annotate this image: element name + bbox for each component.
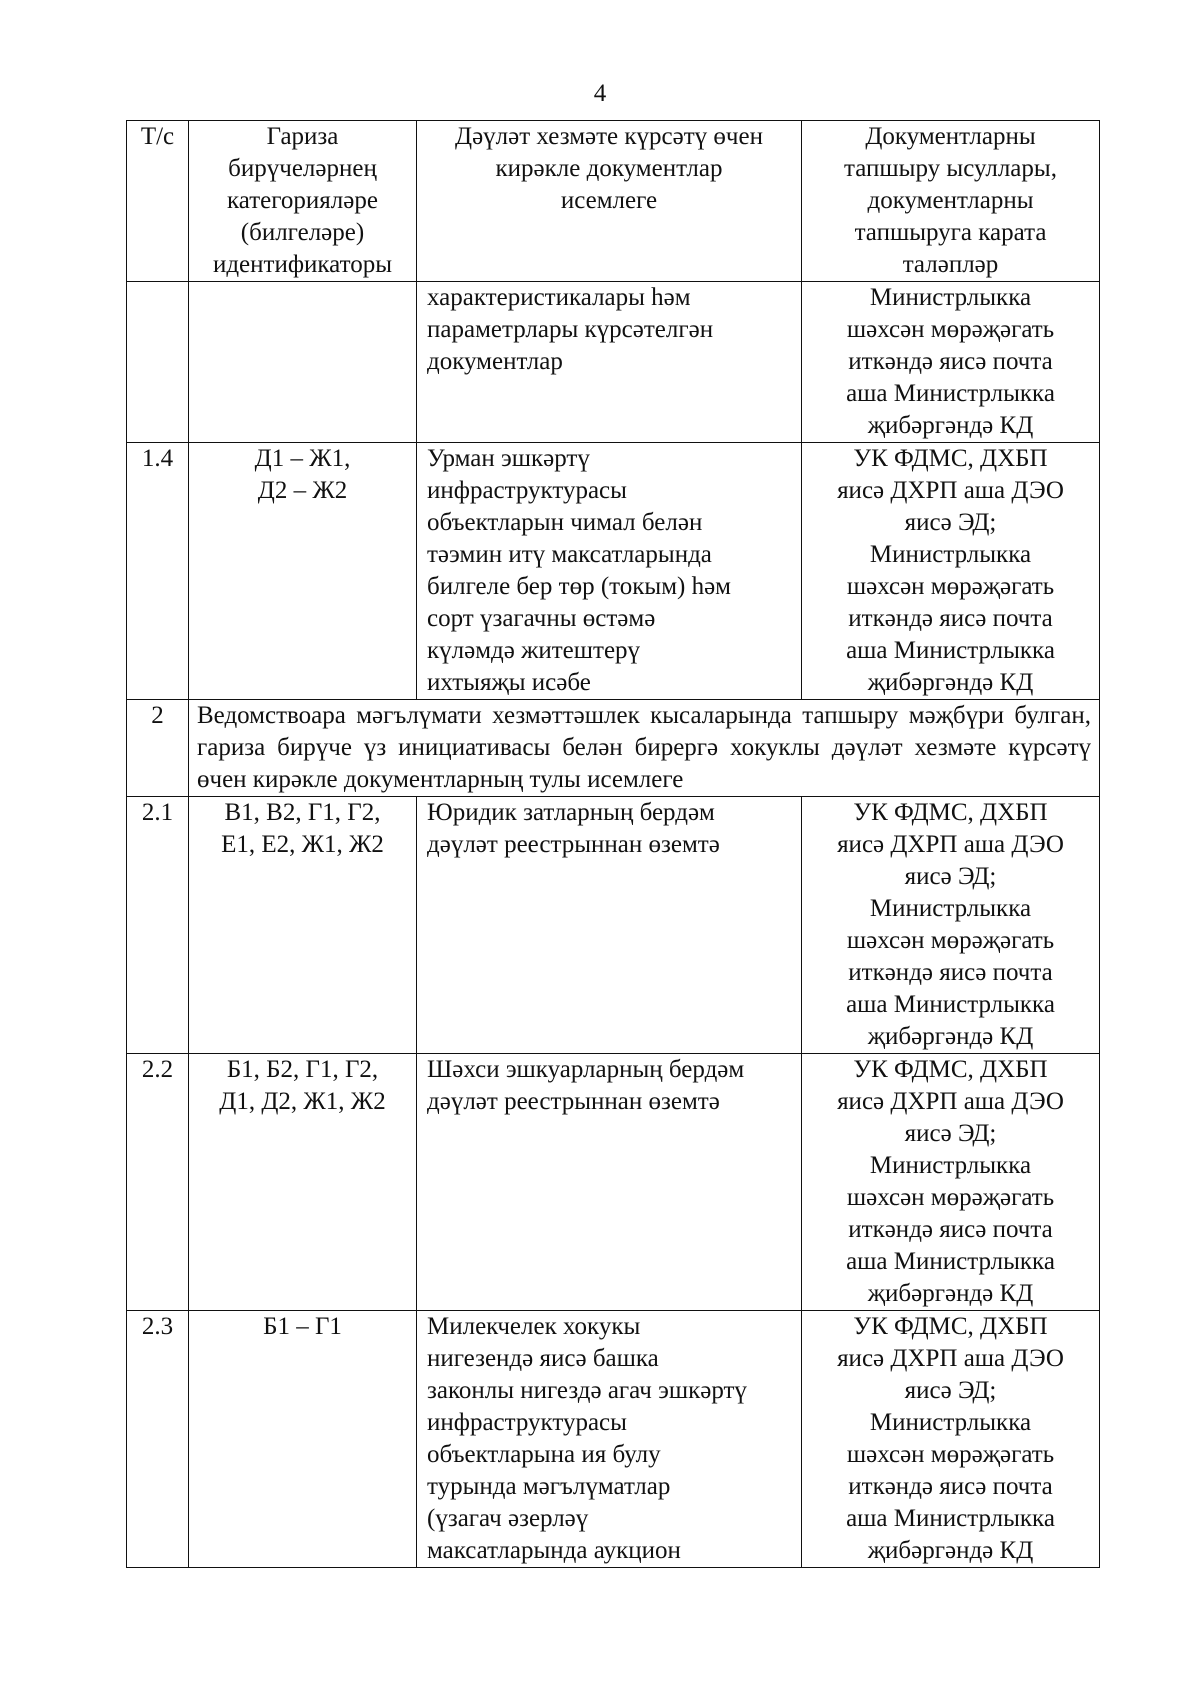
required-documents-line: объектларына ия булу — [427, 1441, 661, 1468]
row-number-text: 2.2 — [141, 1056, 174, 1083]
applicant-categories-line: Б1, Б2, Г1, Г2, — [226, 1056, 379, 1083]
submission-methods-line: иткәндә яисә почта — [848, 959, 1053, 986]
submission-methods-line: УК ФДМС, ДХБП — [853, 445, 1048, 472]
table-row — [127, 1054, 1100, 1311]
section-title: Ведомствоара мәгълүмати хезмәттәшлек кысаларында тапшыру мәҗбүри булган, гариза бирүче үз инициативасы белән бирергә хокуклы дәүләт хезмәте күрсәтү өчен кирәкле документларның тулы исемлеге — [189, 700, 1100, 797]
header-categories-line: (билгеләре) — [240, 219, 365, 246]
submission-methods-line: иткәндә яисә почта — [848, 348, 1053, 375]
submission-methods-line: аша Министрлыкка — [846, 1248, 1055, 1275]
header-categories-line: категорияләре — [227, 187, 378, 214]
row-number-text: 1.4 — [141, 445, 174, 472]
header-methods — [802, 121, 1100, 282]
submission-methods-line: яисә ДХРП аша ДЭО — [837, 1088, 1064, 1115]
header-categories-line: бирүчеләрнең — [228, 155, 377, 182]
row-number — [127, 1054, 189, 1311]
table-header-row — [127, 121, 1100, 282]
submission-methods-line: УК ФДМС, ДХБП — [853, 1056, 1048, 1083]
applicant-categories-line: В1, В2, Г1, Г2, — [224, 799, 381, 826]
header-methods-line: тапшыру ысуллары, — [844, 155, 1057, 182]
required-documents-line: характеристикалары һәм — [427, 284, 691, 311]
submission-methods-line: яисә ЭД; — [904, 863, 997, 890]
row-number — [127, 443, 189, 700]
submission-methods-line: шәхсән мөрәҗәгать — [846, 1184, 1055, 1211]
submission-methods-line: Министрлыкка — [869, 1409, 1032, 1436]
applicant-categories — [189, 1311, 417, 1568]
submission-methods-line: аша Министрлыкка — [846, 1505, 1055, 1532]
header-number — [127, 121, 189, 282]
required-documents-line: Урман эшкәртү — [427, 445, 590, 472]
submission-methods-line: яисә ДХРП аша ДЭО — [837, 831, 1064, 858]
section-row — [127, 700, 1100, 797]
table-row — [127, 282, 1100, 443]
submission-methods — [802, 1311, 1100, 1568]
required-documents-line: нигезендә яисә башка — [427, 1345, 659, 1372]
submission-methods-line: яисә ДХРП аша ДЭО — [837, 1345, 1064, 1372]
header-categories-line: идентификаторы — [212, 251, 393, 278]
submission-methods-line: Министрлыкка — [869, 541, 1032, 568]
submission-methods-line: аша Министрлыкка — [846, 991, 1055, 1018]
applicant-categories — [189, 1054, 417, 1311]
applicant-categories — [189, 282, 417, 443]
required-documents-line: дәүләт реестрыннан өземтә — [427, 1088, 720, 1115]
row-number-text: 2.3 — [141, 1313, 174, 1340]
submission-methods-line: иткәндә яисә почта — [848, 1216, 1053, 1243]
required-documents — [417, 282, 802, 443]
submission-methods-line: аша Министрлыкка — [846, 637, 1055, 664]
submission-methods — [802, 282, 1100, 443]
page-number: 4 — [593, 80, 607, 107]
row-number — [127, 797, 189, 1054]
services-table — [126, 120, 1100, 1568]
submission-methods-line: җибәргәндә КД — [867, 669, 1034, 696]
submission-methods-line: Министрлыкка — [869, 284, 1032, 311]
applicant-categories-line: Д1, Д2, Ж1, Ж2 — [219, 1088, 386, 1115]
required-documents-line: параметрлары күрсәтелгән — [427, 316, 714, 343]
header-methods-line: Документларны — [865, 123, 1036, 150]
section-number: 2 — [127, 700, 189, 797]
submission-methods — [802, 1054, 1100, 1311]
required-documents — [417, 1054, 802, 1311]
required-documents-line: Шәхси эшкуарларның бердәм — [427, 1056, 745, 1083]
required-documents-line: инфраструктурасы — [427, 1409, 627, 1436]
required-documents-line: тәэмин итү максатларында — [427, 541, 712, 568]
submission-methods-line: шәхсән мөрәҗәгать — [846, 1441, 1055, 1468]
submission-methods-line: җибәргәндә КД — [867, 1280, 1034, 1307]
table-row — [127, 443, 1100, 700]
submission-methods-line: Министрлыкка — [869, 1152, 1032, 1179]
required-documents-line: сорт үзагачны өстәмә — [427, 605, 656, 632]
required-documents-line: турында мәгълүматлар — [427, 1473, 671, 1500]
applicant-categories — [189, 443, 417, 700]
header-categories — [189, 121, 417, 282]
submission-methods-line: җибәргәндә КД — [867, 1537, 1034, 1564]
header-documents-line: Дәүләт хезмәте күрсәтү өчен — [455, 123, 763, 150]
header-documents-line: исемлеге — [560, 187, 658, 214]
required-documents-line: документлар — [427, 348, 563, 375]
required-documents-line: максатларында аукцион — [427, 1537, 681, 1564]
submission-methods-line: яисә ДХРП аша ДЭО — [837, 477, 1064, 504]
header-categories-line: Гариза — [266, 123, 339, 150]
header-methods-line: тапшыруга карата — [854, 219, 1047, 246]
required-documents-line: дәүләт реестрыннан өземтә — [427, 831, 720, 858]
header-number-line: Т/с — [140, 123, 175, 150]
row-number-text: 2.1 — [141, 799, 174, 826]
submission-methods-line: шәхсән мөрәҗәгать — [846, 927, 1055, 954]
table-row — [127, 797, 1100, 1054]
applicant-categories-line: Д2 – Ж2 — [257, 477, 348, 504]
submission-methods-line: УК ФДМС, ДХБП — [853, 799, 1048, 826]
required-documents-line: күләмдә житештерү — [427, 637, 641, 664]
required-documents-line: законлы нигездә агач эшкәртү — [427, 1377, 747, 1404]
header-methods-line: документларны — [867, 187, 1034, 214]
header-documents-line: кирәкле документлар — [495, 155, 723, 182]
submission-methods-line: яисә ЭД; — [904, 509, 997, 536]
submission-methods-line: шәхсән мөрәҗәгать — [846, 573, 1055, 600]
submission-methods-line: Министрлыкка — [869, 895, 1032, 922]
table-row — [127, 1311, 1100, 1568]
required-documents-line: билгеле бер төр (токым) һәм — [427, 573, 732, 600]
applicant-categories-line: Б1 – Г1 — [263, 1313, 342, 1340]
required-documents-line: инфраструктурасы — [427, 477, 627, 504]
required-documents-line: ихтыяҗы исәбе — [427, 669, 591, 696]
submission-methods-line: УК ФДМС, ДХБП — [853, 1313, 1048, 1340]
applicant-categories-line: Е1, Е2, Ж1, Ж2 — [221, 831, 384, 858]
submission-methods-line: иткәндә яисә почта — [848, 1473, 1053, 1500]
submission-methods-line: яисә ЭД; — [904, 1120, 997, 1147]
required-documents-line: (үзагач әзерләү — [427, 1505, 589, 1532]
submission-methods-line: аша Министрлыкка — [846, 380, 1055, 407]
submission-methods-line: җибәргәндә КД — [867, 1023, 1034, 1050]
applicant-categories-line: Д1 – Ж1, — [254, 445, 351, 472]
required-documents-line: объектларын чимал белән — [427, 509, 703, 536]
row-number — [127, 282, 189, 443]
required-documents — [417, 797, 802, 1054]
header-methods-line: таләпләр — [902, 251, 999, 278]
required-documents — [417, 443, 802, 700]
submission-methods-line: яисә ЭД; — [904, 1377, 997, 1404]
required-documents-line: Юридик затларның бердәм — [427, 799, 715, 826]
header-documents — [417, 121, 802, 282]
submission-methods-line: шәхсән мөрәҗәгать — [846, 316, 1055, 343]
submission-methods-line: җибәргәндә КД — [867, 412, 1034, 439]
applicant-categories — [189, 797, 417, 1054]
required-documents-line: Милекчелек хокукы — [427, 1313, 641, 1340]
row-number — [127, 1311, 189, 1568]
submission-methods-line: иткәндә яисә почта — [848, 605, 1053, 632]
submission-methods — [802, 797, 1100, 1054]
required-documents — [417, 1311, 802, 1568]
submission-methods — [802, 443, 1100, 700]
